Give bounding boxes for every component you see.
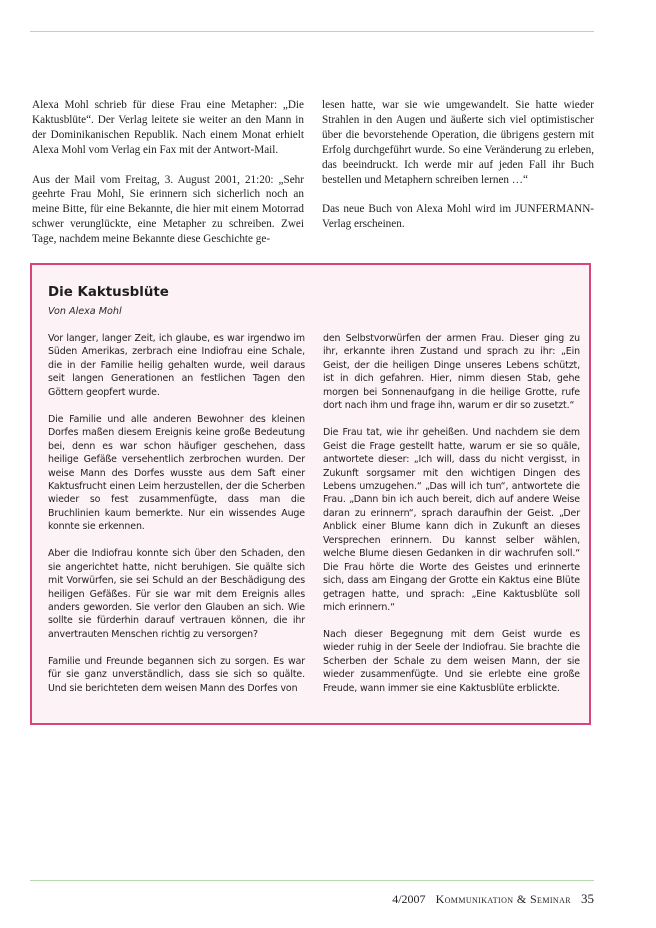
publication-name: Kommunikation & Seminar [435,892,571,906]
story-paragraph: Familie und Freunde begannen sich zu sorgen. Es war für sie ganz unverständlich, dass sie sich so quälte. Und sie berichteten dem weisen Mann des Dorfes von [48,655,305,694]
story-paragraph: Die Familie und alle anderen Bewohner des kleinen Dorfes maßen diesem Ereignis keine große Bedeutung bei, denn es war schon häufiger geschehen, dass heilige Gefäße versehentlich zerbrochen wurden. Der weise Mann des Dorfes wusste aus dem Saft einer Kaktusfrucht einen Leim herzustellen, der die Scherben wieder so fest zusammenfügte, dass man die Bruchlinien kaum bemerkte. Nur ein wissendes Auge konnte sie erkennen. [48,413,305,533]
article-paragraph: Aus der Mail vom Freitag, 3. August 2001, 21:20: „Sehr geehrte Frau Mohl, Sie erinnern sich sicherlich noch an meine Bitte, für eine Bekannte, die hier mit einem Motorrad schwer verunglückte, eine Metapher zu schreiben. Zwei Tage, nachdem meine Bekannte diese Geschichte ge- [32,173,304,246]
top-rule [30,31,594,32]
story-paragraph: Vor langer, langer Zeit, ich glaube, es war irgendwo im Süden Amerikas, zerbrach eine Indiofrau eine Schale, die in der Familie heilig gehalten wurde, weil daraus seit langen Generationen an festlichen Tagen den Göttern geopfert wurde. [48,333,305,398]
story-box [30,263,591,725]
story-paragraph: den Selbstvorwürfen der armen Frau. Dieser ging zu ihr, erkannte ihren Zustand und sprach zu ihr: „Ein Geist, der die heiligen Dinge unseres Lebens schützt, ist in dich gefahren. Hier, nimm diesen Stab, gehe morgen bei Sonnenaufgang in die heilige Grotte, rufe dort nach ihm und frage ihn, warum er dir so zusetzt.“ [323,333,580,412]
article-column-right [322,98,594,232]
story-paragraph: Nach dieser Begegnung mit dem Geist wurde es wieder ruhig in der Seele der Indiofrau. Sie brachte die Scherben der Schale zu dem weisen Mann, der sie wieder zusammenfügte. Und sie erlebte eine große Freude, wann immer sie eine Kaktusblüte erblickte. [323,628,580,694]
article-paragraph: Alexa Mohl schrieb für diese Frau eine Metapher: „Die Kaktusblüte“. Der Verlag leitete sie weiter an den Mann in der Dominikanischen Republik. Nach einem Monat erhielt Alexa Mohl vom Verlag ein Fax mit der Antwort-Mail. [32,99,304,156]
page-footer [392,891,594,907]
story-paragraph: Die Frau tat, wie ihr geheißen. Und nachdem sie dem Geist die Frage gestellt hatte, warum er sie so quäle, antwortete dieser: „Ich will, dass du nicht vergisst, in Zukunft sorgsamer mit den wichtigen Dingen des Lebens umzugehen.“ „Das will ich tun“, antwortete die Frau. „Dann bin ich auch bereit, dich auf andere Weise daran zu erinnern“, sprach daraufhin der Geist. „Der Anblick einer Blume kann dich in Zukunft an dieses Versprechen erinnern. Du kannst selber wählen, welche Blume diesen Gedanken in dir wachrufen soll.“ Die Frau hörte die Worte des Geistes und erinnerte sich, dass am Eingang der Grotte ein Kaktus eine Blüte getragen hatte, und sprach: „Eine Kaktusblüte soll mich erinnern.“ [323,427,580,614]
story-paragraph: Aber die Indiofrau konnte sich über den Schaden, den sie angerichtet hatte, nicht beruhigen. Sie quälte sich mit Vorwürfen, sie sei Schuld an der Beschädigung des heiligen Gefäßes. Für sie war mit dem Ereignis alles anders geworden. Sie verlor den Glauben an sich. Wie sollte sie fürderhin darauf vertrauen können, die ihr anvertrauten Menschen richtig zu versorgen? [48,548,305,640]
article-paragraph: Das neue Buch von Alexa Mohl wird im JUNFERMANN-Verlag erscheinen. [322,203,594,231]
article-paragraph: lesen hatte, war sie wie umgewandelt. Sie hatte wieder Strahlen in den Augen und äußerte sich viel optimistischer über die bevorstehende Operation, die übrigens gestern mit Erfolg durchgeführt wurde. So eine Veränderung zu erleben, das beeindruckt. Ich werde mir auf jeden Fall ihr Buch bestellen und Metaphern schreiben lernen …“ [322,99,594,186]
bottom-rule [30,880,594,881]
article-column-left [32,98,304,247]
story-byline: Von Alexa Mohl [48,306,122,317]
page-number: 35 [581,891,594,906]
story-title: Die Kaktusblüte [48,285,169,300]
issue-number: 4/2007 [392,892,426,906]
story-column-right [323,332,580,695]
story-column-left [48,332,305,695]
